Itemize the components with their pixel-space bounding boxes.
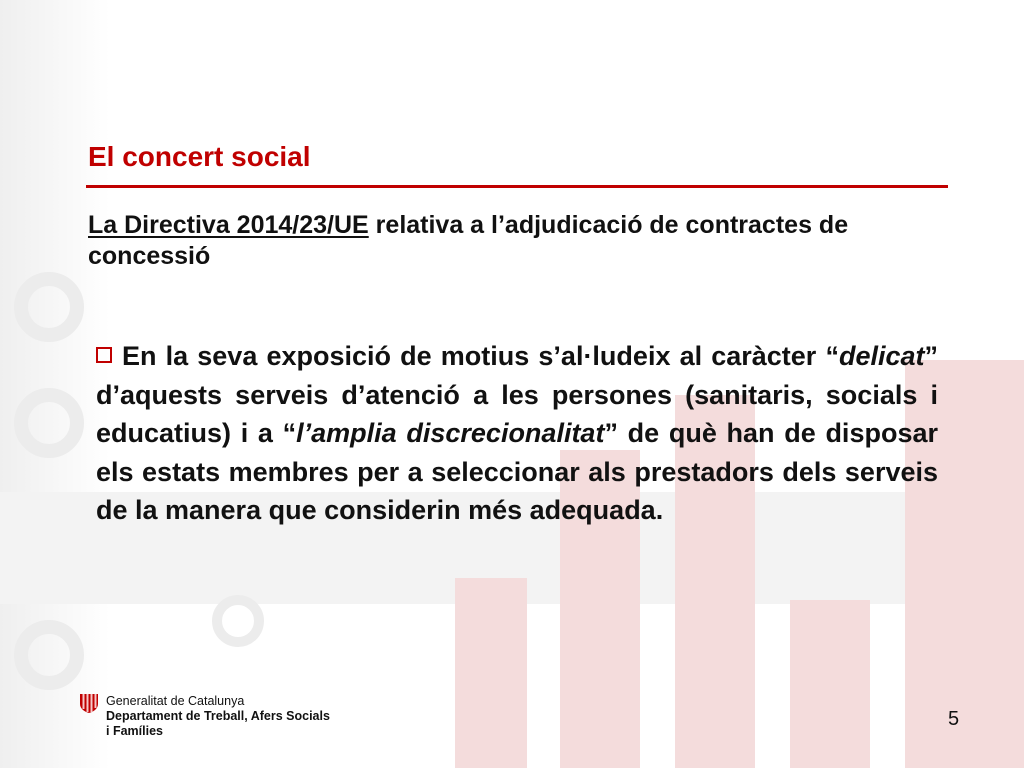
generalitat-logo-icon [78, 692, 100, 714]
bullet-text-part: ” de què han de disposar els estats membres per a seleccionar als prestadors dels serveis de la manera que considerin més adequada. [96, 418, 938, 525]
page-number: 5 [948, 708, 960, 730]
bullet-text-part: En la seva exposició de motius s’al·ludeix al caràcter “ [122, 341, 839, 371]
title-divider [86, 185, 948, 188]
footer-organization [106, 694, 330, 739]
bullet-emphasis-discrecionalitat: l’amplia discrecionalitat [296, 418, 605, 448]
org-name: Generalitat de Catalunya [106, 694, 245, 708]
bullet-text-part: ” d’aquests serveis d’atenció a les persones (sanitaris, socials i educatius) i a “ [96, 341, 938, 448]
square-outline-bullet-icon [96, 347, 112, 363]
bullet-emphasis-delicat: delicat [838, 341, 925, 371]
department-line-2: i Famílies [106, 724, 163, 738]
subtitle-text: relativa a l’adjudicació de contractes de concessió [88, 211, 849, 270]
department-line-1: Departament de Treball, Afers Socials [106, 709, 330, 723]
bullet-point [96, 337, 938, 530]
slide-title: El concert social [88, 141, 311, 172]
slide-subtitle [88, 210, 948, 272]
directive-reference: La Directiva 2014/23/UE [88, 211, 369, 239]
